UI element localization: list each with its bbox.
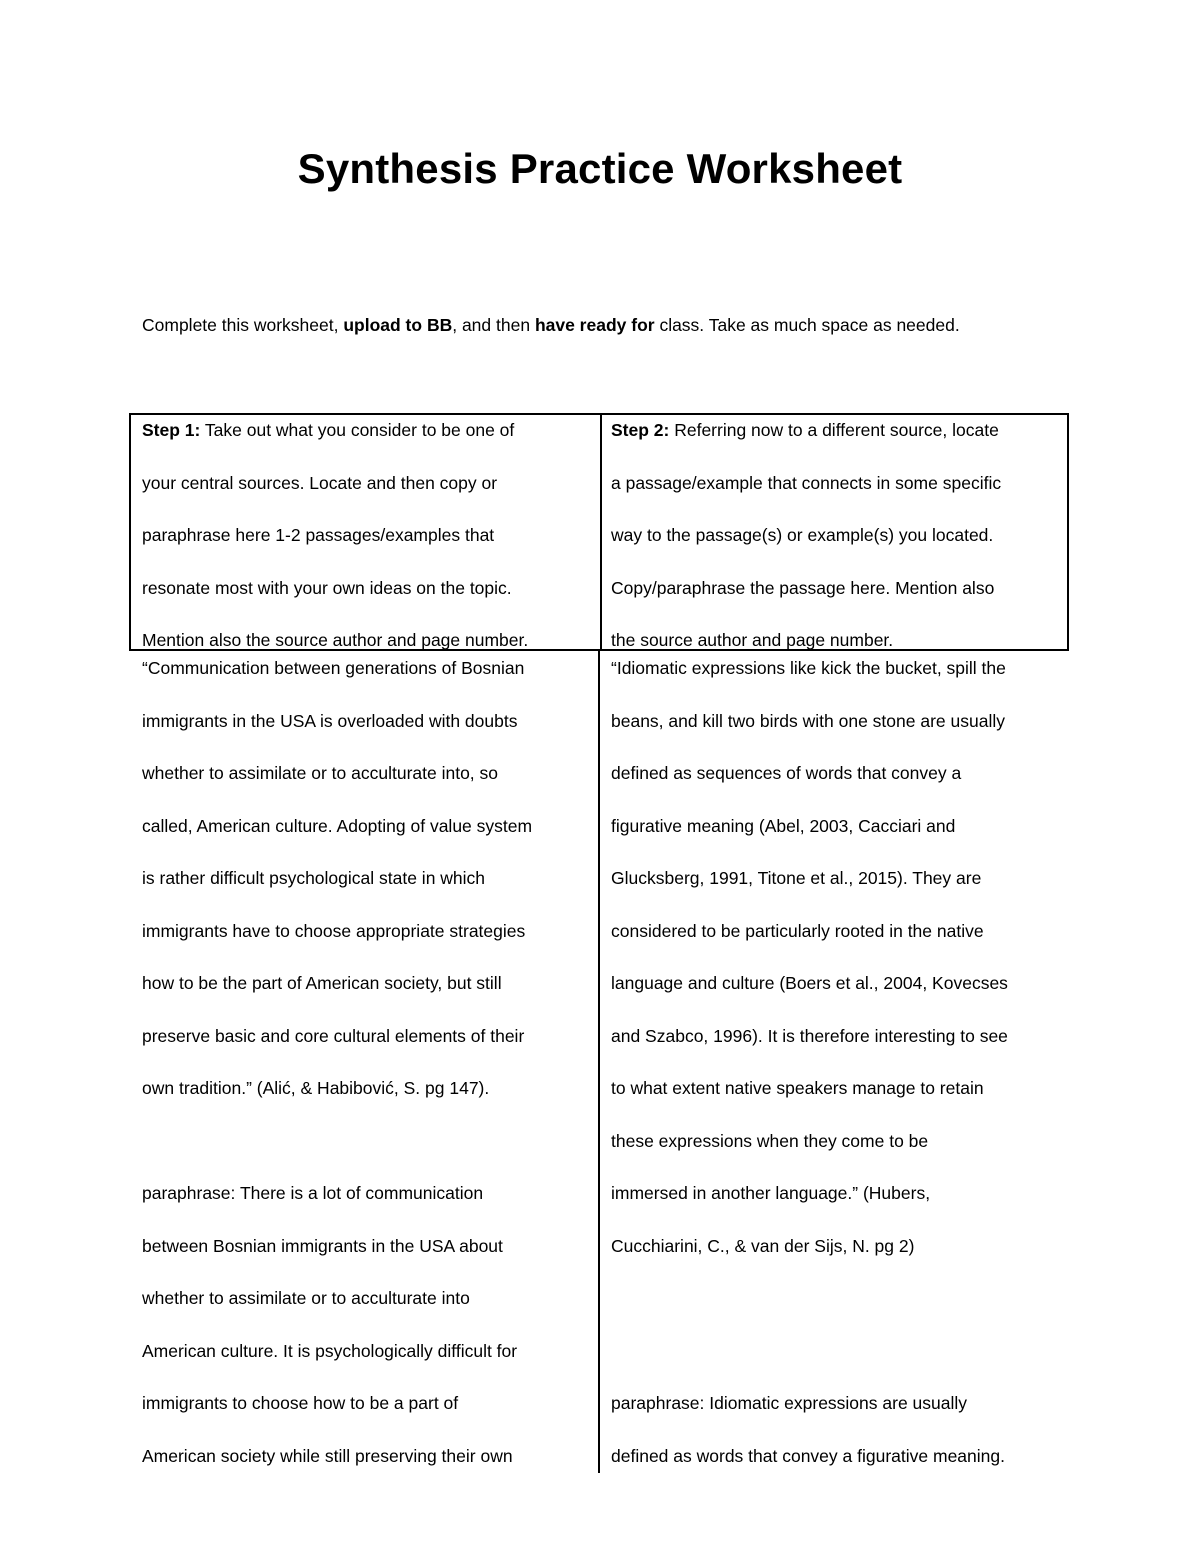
step1-line-4: resonate most with your own ideas on the topic. xyxy=(142,577,512,598)
col1-line: American society while still preserving their own xyxy=(142,1445,513,1466)
col2-line: defined as words that convey a figurative meaning. xyxy=(611,1445,1005,1466)
col1-line: own tradition.” (Alić, & Habibović, S. pg 147). xyxy=(142,1078,490,1098)
col2-line: language and culture (Boers et al., 2004, Kovecses xyxy=(611,973,1008,993)
step1-line-1 xyxy=(142,404,528,457)
col1-line: how to be the part of American society, but still xyxy=(142,973,502,993)
page-title: Synthesis Practice Worksheet xyxy=(297,145,903,192)
col2-line xyxy=(611,1325,1008,1378)
step1-text: Take out what you consider to be one of xyxy=(200,420,515,440)
step1-line-2: your central sources. Locate and then copy or xyxy=(142,472,498,493)
col1-line: whether to assimilate or to acculturate into, so xyxy=(142,763,499,783)
step1-line-3: paraphrase here 1-2 passages/examples that xyxy=(142,525,495,545)
col2-line: these expressions when they come to be xyxy=(611,1130,929,1151)
instructions xyxy=(142,312,960,338)
instructions-text-2: , and then xyxy=(452,315,535,335)
col2-line: to what extent native speakers manage to retain xyxy=(611,1078,984,1098)
step2-line-2: a passage/example that connects in some specific xyxy=(611,472,1002,493)
instructions-text-3: class. Take as much space as needed. xyxy=(654,315,960,335)
col1-line: is rather difficult psychological state in which xyxy=(142,868,486,888)
step2-line-4: Copy/paraphrase the passage here. Mention also xyxy=(611,577,995,598)
step1-line-5: Mention also the source author and page number. xyxy=(142,630,529,650)
step2-label: Step 2: xyxy=(611,420,670,440)
col2-line: immersed in another language.” (Hubers, xyxy=(611,1183,931,1203)
col2-line: paraphrase: Idiomatic expressions are usually xyxy=(611,1393,968,1413)
instructions-bold-1: upload to BB xyxy=(343,315,453,335)
col2-line: beans, and kill two birds with one stone are usually xyxy=(611,710,1005,731)
step1-label: Step 1: xyxy=(142,420,201,440)
col1-line: called, American culture. Adopting of value system xyxy=(142,815,533,836)
col1-line: paraphrase: There is a lot of communication xyxy=(142,1183,484,1203)
step2-line-5: the source author and page number. xyxy=(611,630,894,650)
col1-line: immigrants have to choose appropriate strategies xyxy=(142,920,526,941)
step2-line-3: way to the passage(s) or example(s) you located. xyxy=(611,525,994,545)
col1-line: whether to assimilate or to acculturate into xyxy=(142,1288,470,1308)
col1-line: American culture. It is psychologically difficult for xyxy=(142,1340,518,1361)
step2-text: Referring now to a different source, locate xyxy=(669,420,999,440)
col2-line xyxy=(611,1272,1008,1325)
col2-line: “Idiomatic expressions like kick the bucket, spill the xyxy=(611,658,1006,678)
col2-line: Glucksberg, 1991, Titone et al., 2015). They are xyxy=(611,868,982,888)
col1-line: preserve basic and core cultural elements of their xyxy=(142,1025,525,1046)
col1-line: immigrants in the USA is overloaded with doubts xyxy=(142,710,518,731)
col2-line: Cucchiarini, C., & van der Sijs, N. pg 2) xyxy=(611,1235,915,1256)
col1-line: “Communication between generations of Bosnian xyxy=(142,658,525,678)
col1-line xyxy=(142,1115,532,1168)
step2-cell xyxy=(611,404,1001,667)
col2-line: defined as sequences of words that convey a xyxy=(611,763,962,783)
col2-line: figurative meaning (Abel, 2003, Cacciari and xyxy=(611,815,956,836)
col1-line: immigrants to choose how to be a part of xyxy=(142,1393,459,1413)
instructions-text-1: Complete this worksheet, xyxy=(142,315,344,335)
header-divider xyxy=(600,415,602,649)
col1-line: between Bosnian immigrants in the USA about xyxy=(142,1235,503,1256)
step1-cell xyxy=(142,404,528,667)
column1-body xyxy=(142,642,532,1482)
instructions-bold-2: have ready for xyxy=(534,315,655,335)
column2-body xyxy=(611,642,1008,1482)
col2-line: and Szabco, 1996). It is therefore interesting to see xyxy=(611,1025,1008,1046)
col2-line: considered to be particularly rooted in the native xyxy=(611,920,984,941)
step2-line-1 xyxy=(611,404,1001,457)
column-divider xyxy=(598,651,600,1473)
